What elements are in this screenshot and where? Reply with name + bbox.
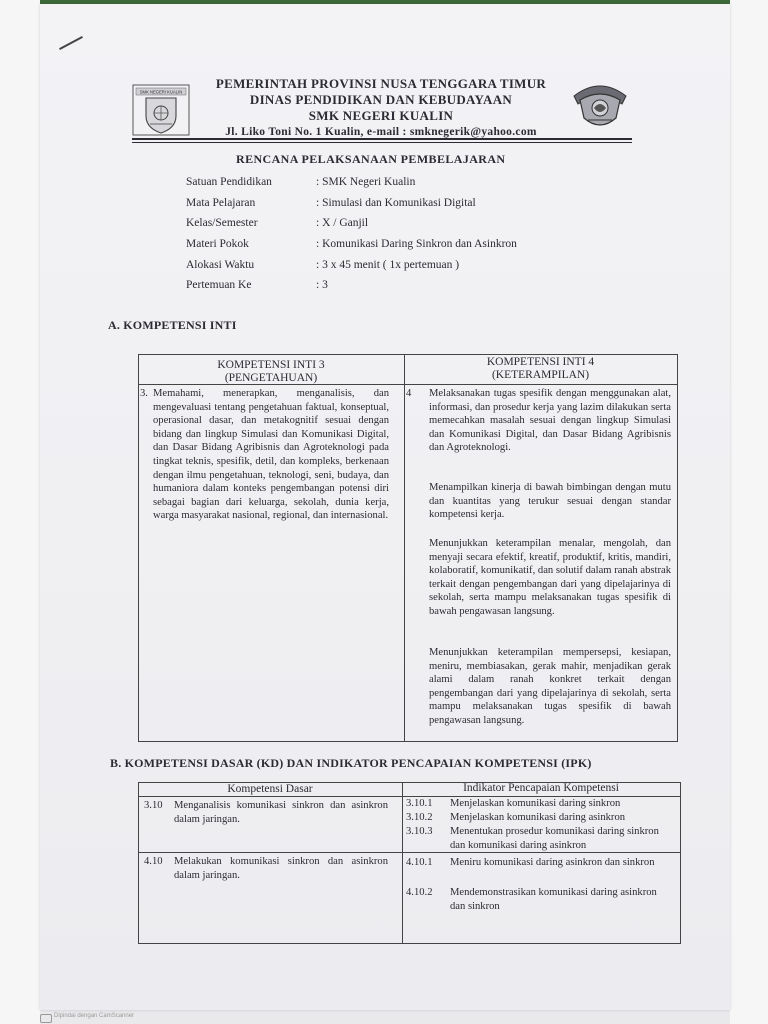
ipk-number: 3.10.2 <box>406 812 433 823</box>
header-line-2: DINAS PENDIDIKAN DAN KEBUDAYAAN <box>249 92 513 107</box>
ipk-number: 3.10.1 <box>406 798 433 809</box>
identity-label: Alokasi Waktu <box>186 258 255 271</box>
kd-text: Menganalisis komunikasi sinkron dan asinkron dalam jaringan. <box>174 800 388 825</box>
ki3-header <box>138 359 404 385</box>
identity-value: : 3 <box>316 279 328 292</box>
ki4-header-line2: (KETERAMPILAN) <box>491 369 590 381</box>
identity-value: : Komunikasi Daring Sinkron dan Asinkron <box>316 238 517 251</box>
kd-text: Melakukan komunikasi sinkron dan asinkron dalam jaringan. <box>174 856 388 881</box>
ipk-number: 4.10.2 <box>406 887 433 898</box>
ki4-header-line1: KOMPETENSI INTI 4 <box>486 356 595 368</box>
ki-table-divider <box>404 354 405 741</box>
section-b-title: B. KOMPETENSI DASAR (KD) DAN INDIKATOR PENCAPAIAN KOMPETENSI (IPK) <box>110 756 592 770</box>
identity-value: : Simulasi dan Komunikasi Digital <box>316 196 476 209</box>
document-title: RENCANA PELAKSANAAN PEMBELAJARAN <box>236 152 506 166</box>
logo-left-text: SMK NEGERI KUALIN <box>139 89 183 95</box>
kd-table-divider <box>402 782 403 943</box>
letterhead-rule-thin <box>132 142 632 143</box>
ipk-number: 3.10.3 <box>406 826 433 837</box>
letterhead-rule-thick <box>132 138 632 140</box>
ki4-paragraph: Menunjukkan keterampilan mempersepsi, kesiapan, meniru, membiasakan, gerak mahir, menjadikan gerak alami dalam ranah konkret terkait dengan pengembangan dari yang dipelajarinya di sekolah, serta mampu melaksanakan tugas spesifik di bawah pengawasan langsung. <box>429 647 671 726</box>
ki3-number: 3. <box>140 388 148 399</box>
header-line-1: PEMERINTAH PROVINSI NUSA TENGGARA TIMUR <box>215 76 547 91</box>
identity-label: Pertemuan Ke <box>186 279 252 292</box>
ki4-paragraph: Melaksanakan tugas spesifik dengan menggunakan alat, informasi, dan prosedur kerja yang lazim dilakukan serta memecahkan masalah sesuai dengan lingkup Simulasi dan Komunikasi Digital, dan Dasar Bidang Agribisnis dan Agroteknologi. <box>429 388 671 454</box>
ki4-paragraph: Menunjukkan keterampilan menalar, mengolah, dan menyaji secara efektif, kreatif, produktif, kritis, mandiri, kolaboratif, komunikatif, dan solutif dalam ranah abstrak terkait dengan pengembangan dari yang dipelajarinya di sekolah, serta mampu melaksanakan tugas spesifik di bawah pengawasan langsung. <box>429 538 671 617</box>
ipk-text: Menjelaskan komunikasi daring asinkron <box>450 812 626 823</box>
kd-number: 3.10 <box>144 800 163 811</box>
identity-value: : X / Ganjil <box>316 217 369 230</box>
ki4-paragraph: Menampilkan kinerja di bawah bimbingan dengan mutu dan kuantitas yang terukur sesuai dengan standar kompetensi kerja. <box>429 482 671 521</box>
scanner-watermark: Dipindai dengan CamScanner <box>54 1013 135 1019</box>
ipk-text: Mendemonstrasikan komunikasi daring asinkron dan sinkron <box>450 887 657 912</box>
kd-header: Kompetensi Dasar <box>227 783 313 795</box>
ki4-number: 4 <box>406 388 412 399</box>
ipk-text: Meniru komunikasi daring asinkron dan sinkron <box>450 857 655 868</box>
left-margin <box>0 0 40 1024</box>
ki3-header-line1: KOMPETENSI INTI 3 <box>217 359 325 371</box>
identity-label: Kelas/Semester <box>186 217 258 230</box>
header-address: Jl. Liko Toni No. 1 Kualin, e-mail : smknegerik@yahoo.com <box>225 126 537 138</box>
kd-number: 4.10 <box>144 856 163 867</box>
identity-label: Mata Pelajaran <box>186 196 256 209</box>
identity-label: Satuan Pendidikan <box>186 176 272 188</box>
ipk-number: 4.10.1 <box>406 857 433 868</box>
section-a-title: A. KOMPETENSI INTI <box>108 318 237 332</box>
school-logo-icon <box>132 84 190 136</box>
ipk-text: Menjelaskan komunikasi daring sinkron <box>450 798 621 809</box>
province-emblem-icon <box>570 78 630 132</box>
ki4-header <box>405 356 676 382</box>
identity-value: : SMK Negeri Kualin <box>316 176 416 188</box>
camscanner-icon <box>40 1014 52 1023</box>
ipk-header: Indikator Pencapaian Kompetensi <box>463 782 619 794</box>
letterhead <box>196 76 566 140</box>
ki3-header-line2: (PENGETAHUAN) <box>224 372 318 384</box>
ipk-text: Menentukan prosedur komunikasi daring sinkron dan komunikasi daring asinkron <box>450 826 659 851</box>
right-margin <box>730 0 768 1024</box>
header-line-3: SMK NEGERI KUALIN <box>308 108 454 123</box>
identity-value: : 3 x 45 menit ( 1x pertemuan ) <box>316 258 460 271</box>
ki3-text: Memahami, menerapkan, menganalisis, dan mengevaluasi tentang pengetahuan faktual, konseptual, operasional dasar, dan metakognitif sesuai dengan bidang dan lingkup Simulasi dan Komunikasi Digital, dan Dasar Bidang Agribisnis dan Agroteknologi pada tingkat teknis, spesifik, detil, dan kompleks, berkenaan dengan ilmu pengetahuan, teknologi, seni, budaya, dan humaniora dalam konteks pengembangan potensi diri sebagai bagian dari keluarga, sekolah, dunia kerja, warga masyarakat nasional, regional, dan internasional. <box>153 388 389 522</box>
identity-label: Materi Pokok <box>186 238 249 251</box>
